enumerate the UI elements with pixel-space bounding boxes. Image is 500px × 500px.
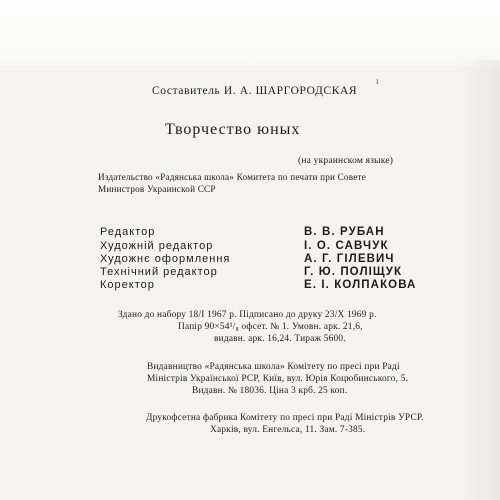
pencil-mark: ɩ bbox=[376, 76, 379, 86]
publisher-uk-line-3: Видавн. № 18036. Ціна 3 крб. 25 коп. bbox=[192, 386, 348, 396]
language-note: (на украинском языке) bbox=[298, 156, 394, 166]
page-shadow bbox=[460, 60, 500, 500]
credit-role-editor: Редактор bbox=[100, 226, 156, 238]
book-title: Творчество юных bbox=[165, 121, 301, 138]
imprint-line-2: Папір 90×54¹/₈ офсет. № 1. Умовн. арк. 21,6, bbox=[178, 322, 363, 332]
publisher-uk-line-1: Видавництво «Радянська школа» Комітету по пресі при Раді bbox=[147, 362, 400, 372]
credit-name-proofreader: Е. І. КОЛПАКОВА bbox=[304, 279, 417, 291]
credit-name-technical-editor: Г. Ю. ПОЛІЩУК bbox=[304, 266, 403, 278]
credit-name-art-editor: І. О. САВЧУК bbox=[304, 240, 389, 252]
credit-role-technical-editor: Технічний редактор bbox=[100, 266, 218, 278]
credit-role-proofreader: Коректор bbox=[100, 279, 155, 291]
credit-name-editor: В. В. РУБАН bbox=[304, 226, 385, 238]
paper-top-edge bbox=[0, 0, 500, 66]
compiler-line: Составитель И. А. ШАРГОРОДСКАЯ bbox=[152, 85, 358, 97]
printer-line-2: Харків, вул. Енгельса, 11. Зам. 7-385. bbox=[210, 425, 366, 435]
imprint-line-1: Здано до набору 18/І 1967 р. Підписано до друку 23/Х 1969 р. bbox=[118, 310, 377, 320]
credit-name-design: А. Г. ГІЛЕВИЧ bbox=[304, 253, 395, 265]
credit-role-art-editor: Художній редактор bbox=[100, 240, 214, 252]
publisher-uk-line-2: Міністрів Української РСР, Київ, вул. Юрія Коцюбинського, 5. bbox=[147, 374, 409, 384]
publisher-ru-line-1: Издательство «Радянська школа» Комитета по печати при Совете bbox=[98, 172, 366, 182]
publisher-ru-line-2: Министров Украинской ССР bbox=[98, 184, 216, 194]
credit-role-design: Художнє оформлення bbox=[100, 253, 231, 265]
imprint-line-3: видавн. арк. 16,24. Тираж 5600. bbox=[214, 334, 346, 344]
printer-line-1: Друкофсетна фабрика Комітету по пресі при Раді Міністрів УРСР. bbox=[146, 413, 424, 423]
